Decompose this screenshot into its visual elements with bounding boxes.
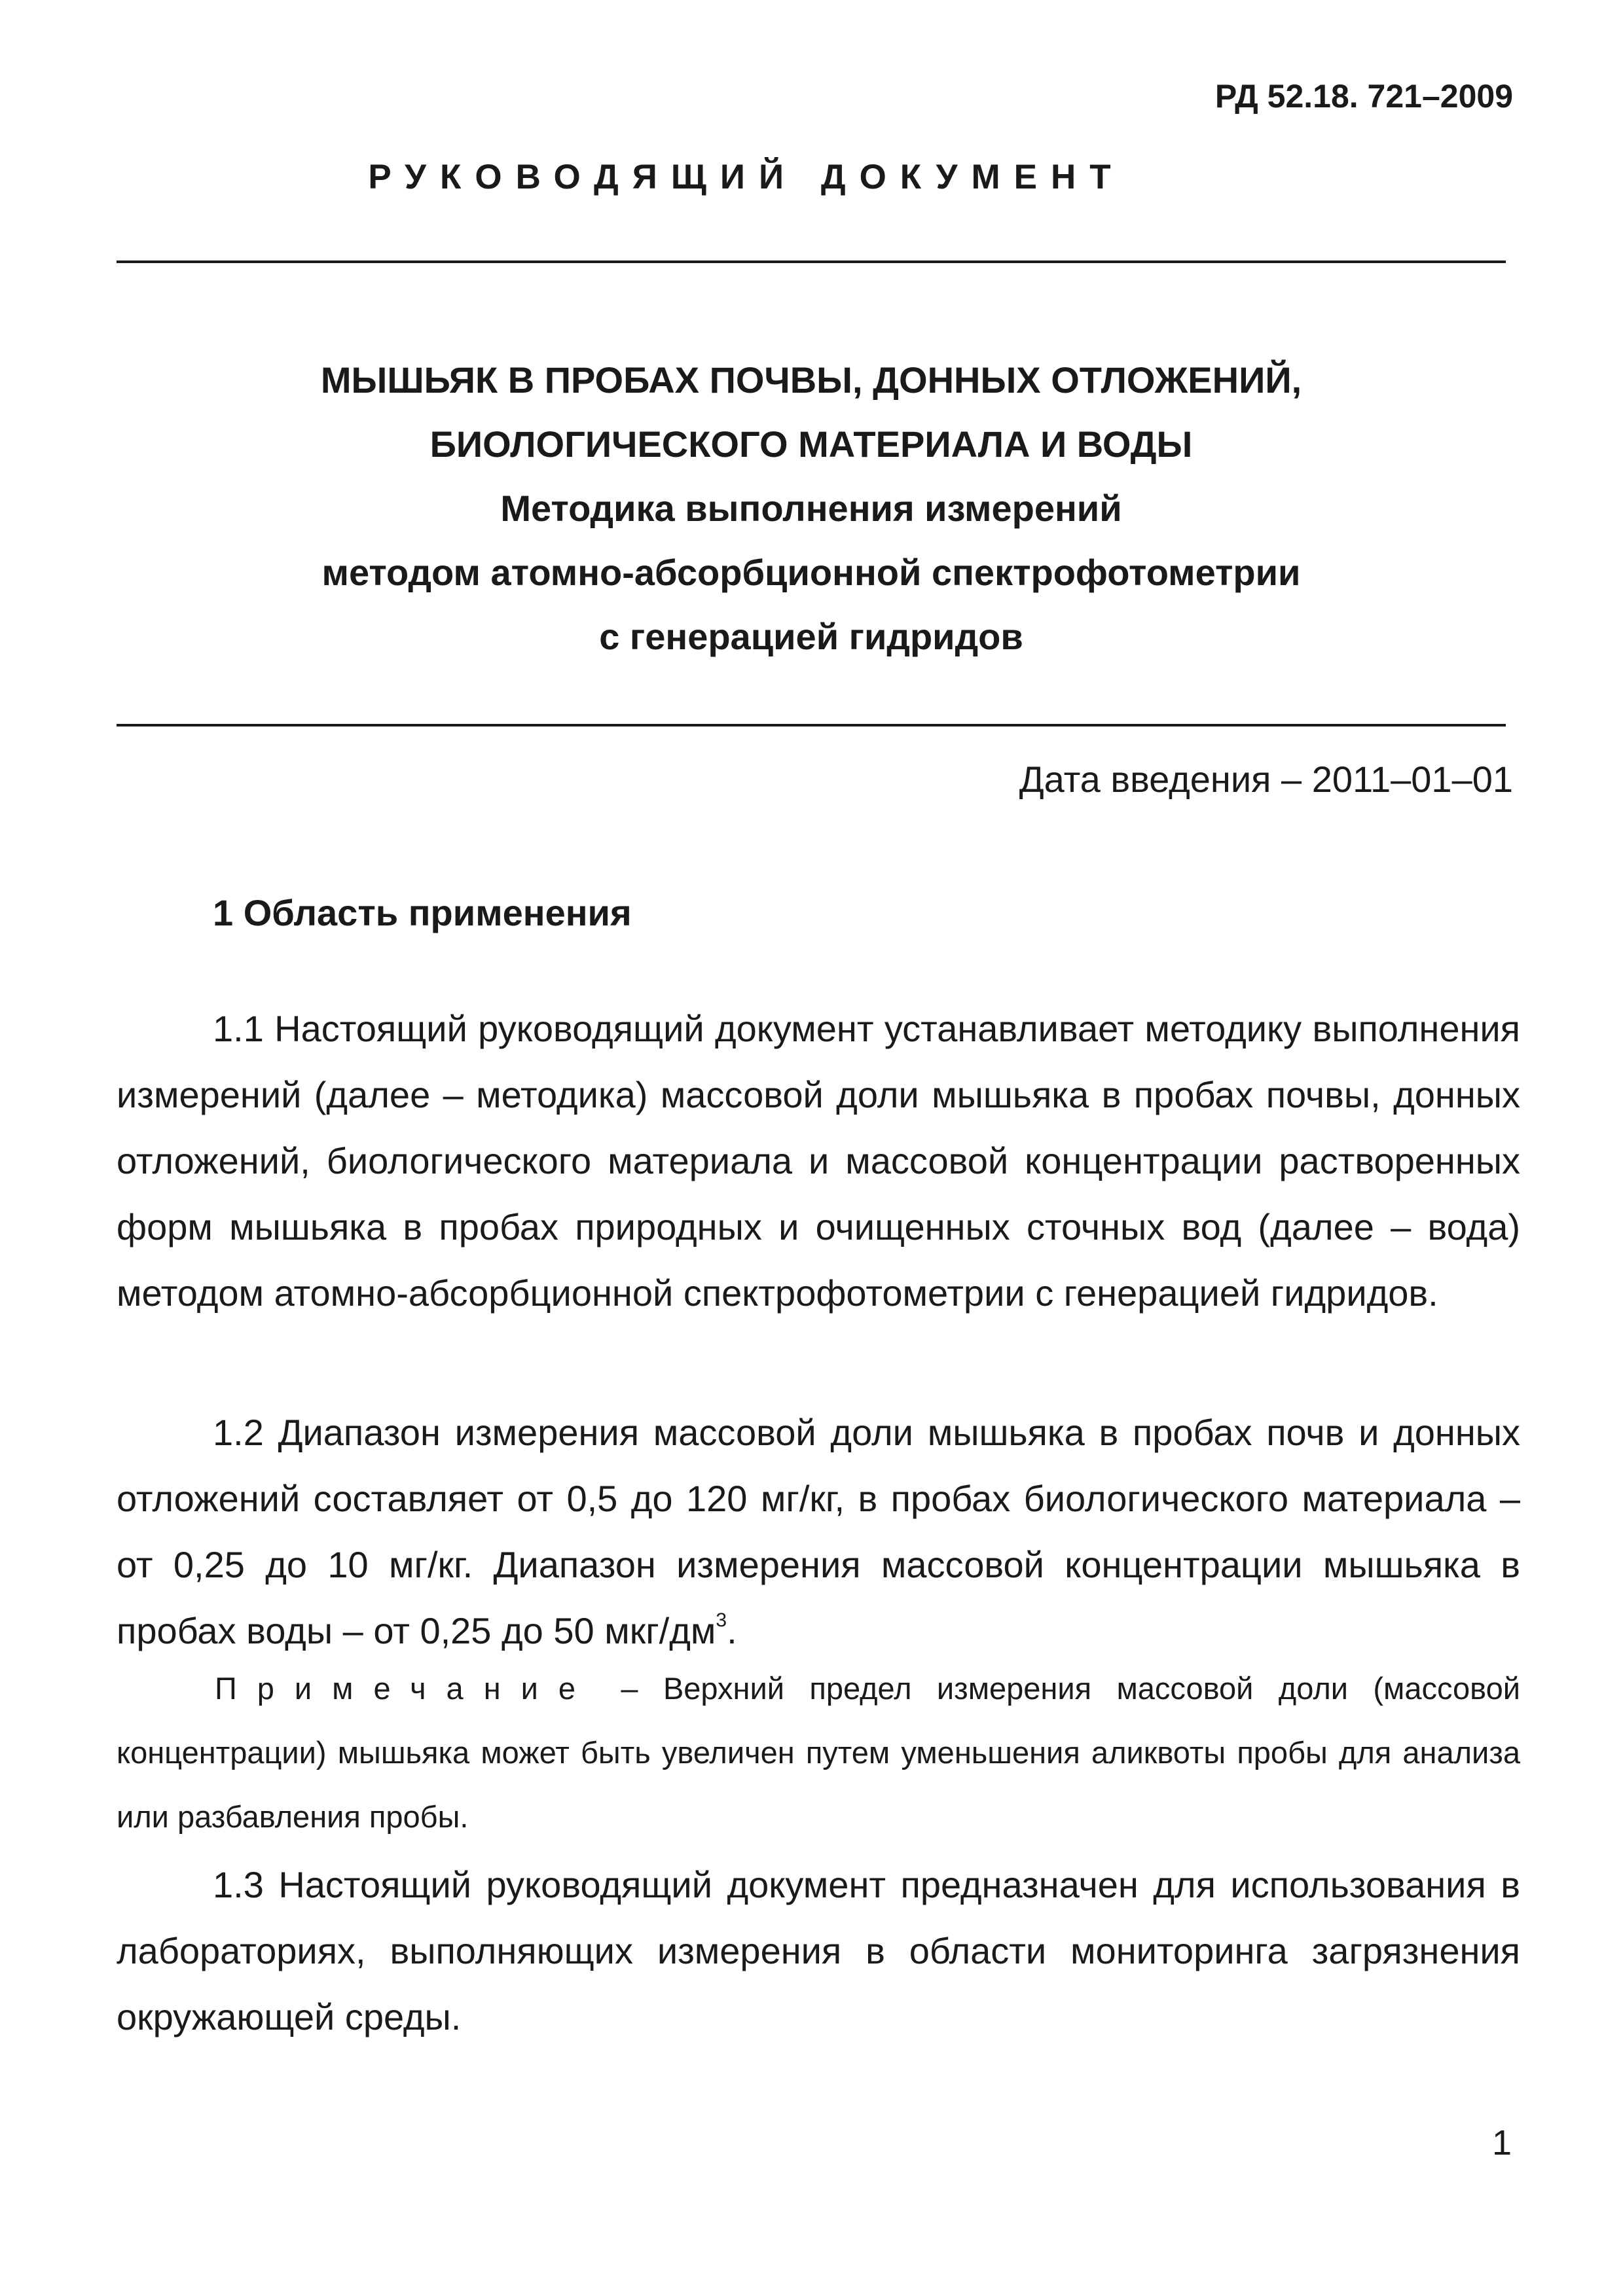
title-line-1: МЫШЬЯК В ПРОБАХ ПОЧВЫ, ДОННЫХ ОТЛОЖЕНИЙ, bbox=[320, 359, 1302, 401]
title-line-4: методом атомно-абсорбционной спектрофотометрии bbox=[321, 552, 1301, 593]
bottom-divider bbox=[117, 724, 1506, 726]
title-line-5: с генерацией гидридов bbox=[599, 616, 1023, 657]
note-text: – Верхний предел измерения массовой доли (массовой концентрации) мышьяка может быть увеличен путем уменьшения аликвоты пробы для анализа или разбавления пробы. bbox=[117, 1671, 1520, 1834]
paragraph-1-3 bbox=[117, 1852, 1520, 2050]
document-type-heading: РУКОВОДЯЩИЙ ДОКУМЕНТ bbox=[368, 158, 1125, 196]
introduction-date: Дата введения – 2011–01–01 bbox=[1019, 759, 1513, 800]
document-title bbox=[117, 348, 1506, 669]
paragraph-1-3-text: 1.3 Настоящий руководящий документ предназначен для использования в лабораториях, выполняющих измерения в области мониторинга загрязнения окружающей среды. bbox=[117, 1864, 1520, 2037]
paragraph-1-2 bbox=[117, 1399, 1520, 1664]
paragraph-1-1-text: 1.1 Настоящий руководящий документ устанавливает методику выполнения измерений (далее – методика) массовой доли мышьяка в пробах почвы, донных отложений, биологического материала и массовой концентрации растворенных форм мышьяка в пробах природных и очищенных сточных вод (далее – вода) методом атомно-абсорбционной спектрофотометрии с генерацией гидридов. bbox=[117, 1008, 1520, 1314]
note bbox=[117, 1657, 1520, 1849]
paragraph-1-2-text bbox=[117, 1399, 1520, 1664]
document-code: РД 52.18. 721–2009 bbox=[1214, 78, 1513, 115]
top-divider bbox=[117, 260, 1506, 263]
title-line-3: Методика выполнения измерений bbox=[500, 488, 1122, 529]
section-heading: 1 Область применения bbox=[213, 892, 632, 933]
page-number: 1 bbox=[1491, 2123, 1512, 2162]
paragraph-1-1 bbox=[117, 996, 1520, 1326]
note-label: Примечание bbox=[215, 1671, 596, 1706]
superscript-exponent: 3 bbox=[716, 1609, 727, 1631]
title-line-2: БИОЛОГИЧЕСКОГО МАТЕРИАЛА И ВОДЫ bbox=[429, 423, 1193, 465]
paragraph-1-2-end: . bbox=[727, 1610, 737, 1651]
paragraph-1-2-body: 1.2 Диапазон измерения массовой доли мышьяка в пробах почв и донных отложений составляет от 0,5 до 120 мг/кг, в пробах биологического материала – от 0,25 до 10 мг/кг. Диапазон измерения массовой концентрации мышьяка в пробах воды – от 0,25 до 50 мкг/дм bbox=[117, 1412, 1520, 1651]
